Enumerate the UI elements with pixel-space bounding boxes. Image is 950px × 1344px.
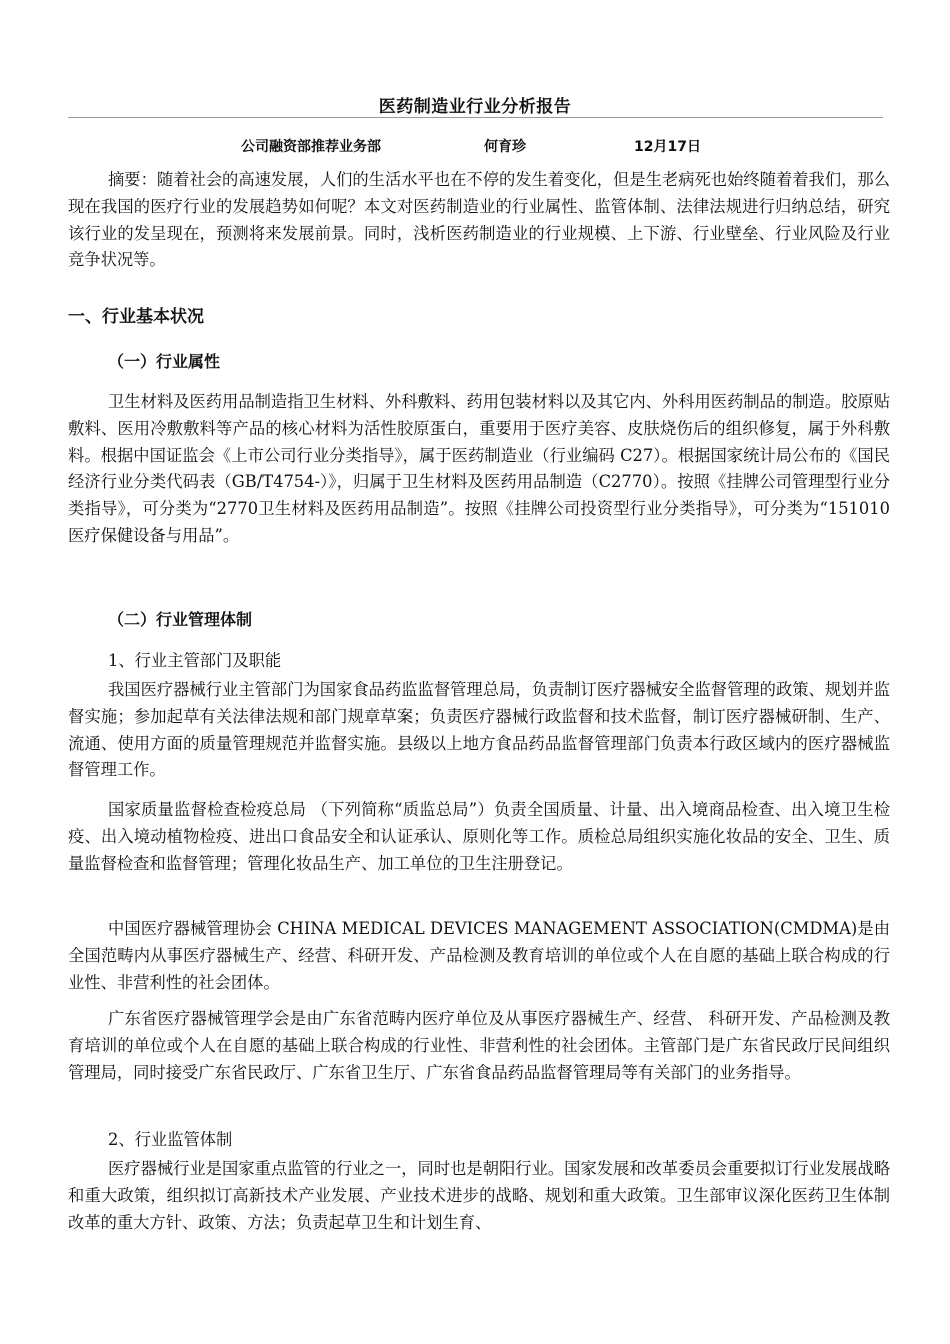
subsection-heading: （一）行业属性 <box>108 352 221 371</box>
body-paragraph: 广东省医疗器械管理学会是由广东省范畴内医疗单位及从事医疗器械生产、经营、 科研开发、产品检测及教育培训的单位或个人在自愿的基础上联合构成的行业性、非营利性的社会团体。主管部门是广东省民政厅民间组织管理局，同时接受广东省民政厅、广东省卫生厅、广东省食品药品监督管理局等有关部门的业务指导。 <box>68 1009 890 1082</box>
subsection-heading: （二）行业管理体制 <box>108 610 253 629</box>
body-paragraph: 我国医疗器械行业主管部门为国家食品药监监督管理总局，负责制订医疗器械安全监督管理的政策、规划并监督实施；参加起草有关法律法规和部门规章草案；负责医疗器械行政监督和技术监督，制订医疗器械研制、生产、流通、使用方面的质量管理规范并监督实施。县级以上地方食品药品监督管理部门负责本行政区域内的医疗器械监督管理工作。 <box>68 680 890 780</box>
body-paragraph: 国家质量监督检查检疫总局 （下列简称“质监总局”）负责全国质量、计量、出入境商品检查、出入境卫生检疫、出入境动植物检疫、进出口食品安全和认证承认、原则化等工作。质检总局组织实施化妆品的安全、卫生、质量监督检查和监督管理；管理化妆品生产、加工单位的卫生注册登记。 <box>68 800 890 873</box>
abstract-paragraph: 摘要：随着社会的高速发展，人们的生活水平也在不停的发生着变化，但是生老病死也始终随着着我们，那么现在我国的医疗行业的发展趋势如何呢？本文对医药制造业的行业属性、监管体制、法律法规进行归纳总结，研究该行业的发呈现在，预测将来发展前景。同时，浅析医药制造业的行业规模、上下游、行业壁垒、行业风险及行业竞争状况等。 <box>68 170 890 270</box>
document-title: 医药制造业行业分析报告 <box>378 97 572 117</box>
byline-date: 12月17日 <box>634 139 701 155</box>
byline-department: 公司融资部推荐业务部 <box>241 139 381 155</box>
item-heading: 2、行业监管体制 <box>108 1130 233 1149</box>
byline-author: 何育珍 <box>484 139 526 155</box>
section-heading: 一、行业基本状况 <box>68 307 204 327</box>
header-divider <box>68 117 883 118</box>
body-paragraph: 医疗器械行业是国家重点监管的行业之一，同时也是朝阳行业。国家发展和改革委员会重要拟订行业发展战略和重大政策，组织拟订高新技术产业发展、产业技术进步的战略、规划和重大政策。卫生部审议深化医药卫生体制改革的重大方针、政策、方法；负责起草卫生和计划生育、 <box>68 1159 890 1232</box>
body-paragraph: 卫生材料及医药用品制造指卫生材料、外科敷料、药用包装材料以及其它内、外科用医药制品的制造。胶原贴敷料、医用冷敷敷料等产品的核心材料为活性胶原蛋白，重要用于医疗美容、皮肤烧伤后的组织修复，属于外科敷料。根据中国证监会《上市公司行业分类指导》，属于医药制造业（行业编码 C27）。根据国家统计局公布的《国民经济行业分类代码表（GB/T4754-）》，归属于卫生材料及医药用品制造（C2770）。按照《挂牌公司管理型行业分类指导》，可分类为“2770卫生材料及医药用品制造”。按照《挂牌公司投资型行业分类指导》，可分类为“151010医疗保健设备与用品”。 <box>68 392 890 545</box>
body-paragraph: 中国医疗器械管理协会 CHINA MEDICAL DEVICES MANAGEMENT ASSOCIATION(CMDMA)是由全国范畴内从事医疗器械生产、经营、科研开发、产品检测及教育培训的单位或个人在自愿的基础上联合构成的行业性、非营利性的社会团体。 <box>68 919 890 992</box>
item-heading: 1、行业主管部门及职能 <box>108 651 282 670</box>
